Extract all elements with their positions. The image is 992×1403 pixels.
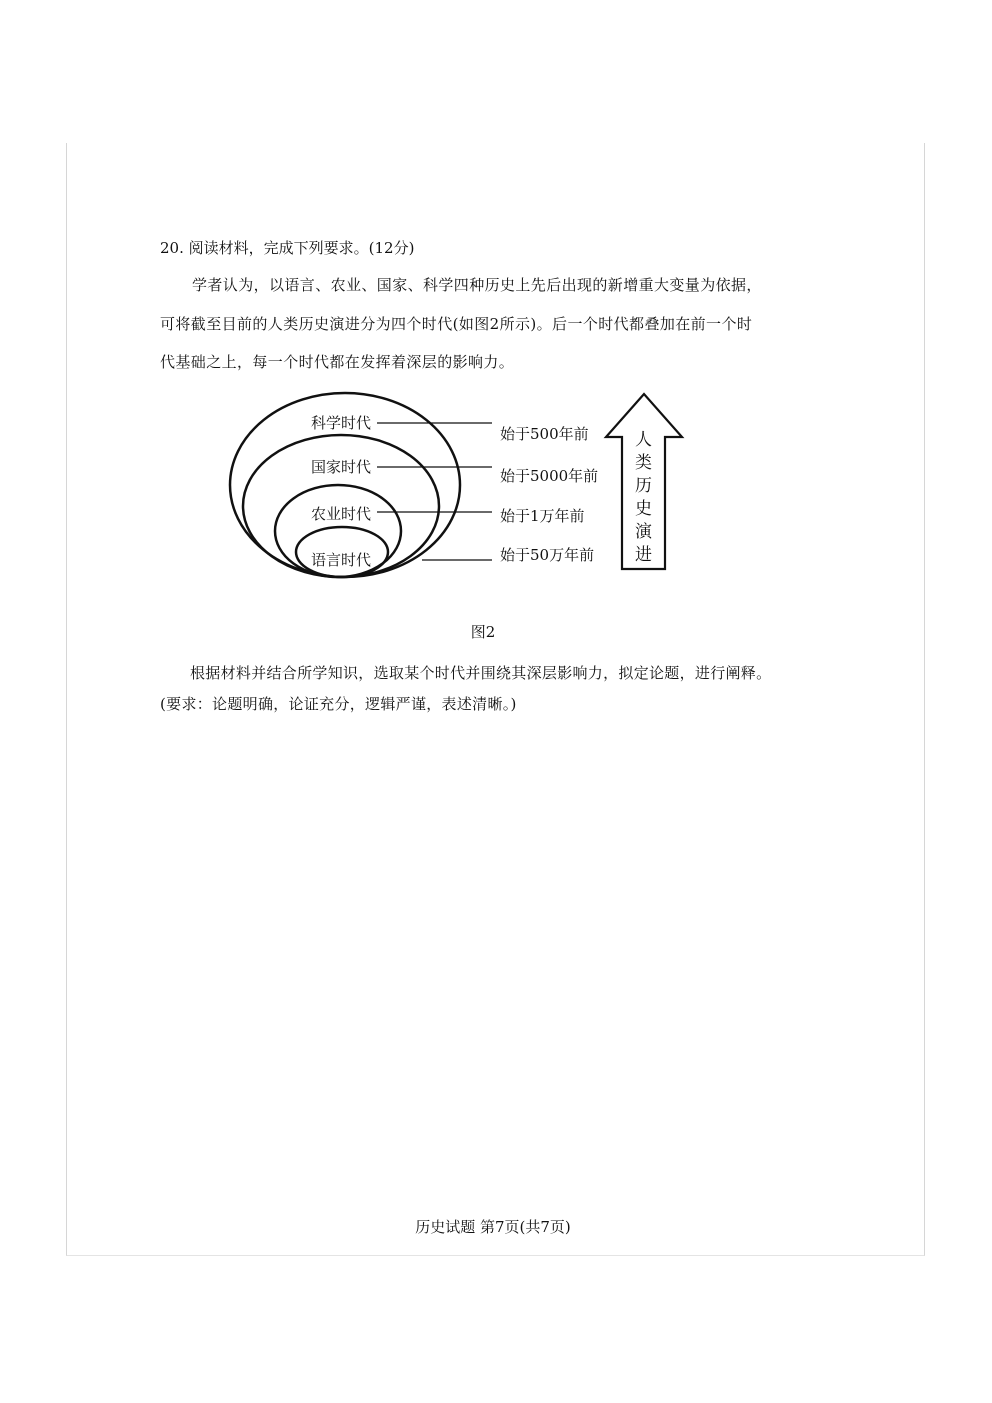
material-paragraph-1: 学者认为，以语言、农业、国家、科学四种历史上先后出现的新增重大变量为依据， — [192, 276, 762, 294]
history-eras-diagram — [220, 385, 700, 585]
arrow-label-char-1: 人 — [635, 430, 652, 450]
era-start-agriculture: 始于1万年前 — [500, 507, 585, 525]
question-title: 20. 阅读材料，完成下列要求。(12分) — [160, 239, 415, 257]
era-name-state: 国家时代 — [311, 458, 372, 476]
task-requirement: (要求：论题明确，论证充分，逻辑严谨，表述清晰。) — [160, 695, 517, 713]
arrow-label-char-3: 历 — [635, 476, 652, 496]
era-start-language: 始于50万年前 — [500, 546, 595, 564]
era-start-science: 始于500年前 — [500, 425, 589, 443]
arrow-label-char-6: 进 — [635, 545, 652, 565]
arrow-label-char-2: 类 — [635, 453, 652, 473]
era-name-agriculture: 农业时代 — [311, 505, 372, 523]
era-start-state: 始于5000年前 — [500, 467, 599, 485]
figure-caption: 图2 — [470, 623, 496, 641]
page-footer: 历史试题 第7页(共7页) — [415, 1218, 571, 1236]
era-name-science: 科学时代 — [311, 414, 372, 432]
arrow-label-char-4: 史 — [635, 499, 652, 519]
task-instruction: 根据材料并结合所学知识，选取某个时代并围绕其深层影响力，拟定论题，进行阐释。 — [190, 664, 772, 682]
material-paragraph-2: 可将截至目前的人类历史演进分为四个时代(如图2所示)。后一个时代都叠加在前一个时 — [160, 315, 753, 333]
arrow-label-char-5: 演 — [635, 522, 652, 542]
material-paragraph-3: 代基础之上，每一个时代都在发挥着深层的影响力。 — [160, 353, 515, 371]
era-name-language: 语言时代 — [311, 551, 372, 569]
